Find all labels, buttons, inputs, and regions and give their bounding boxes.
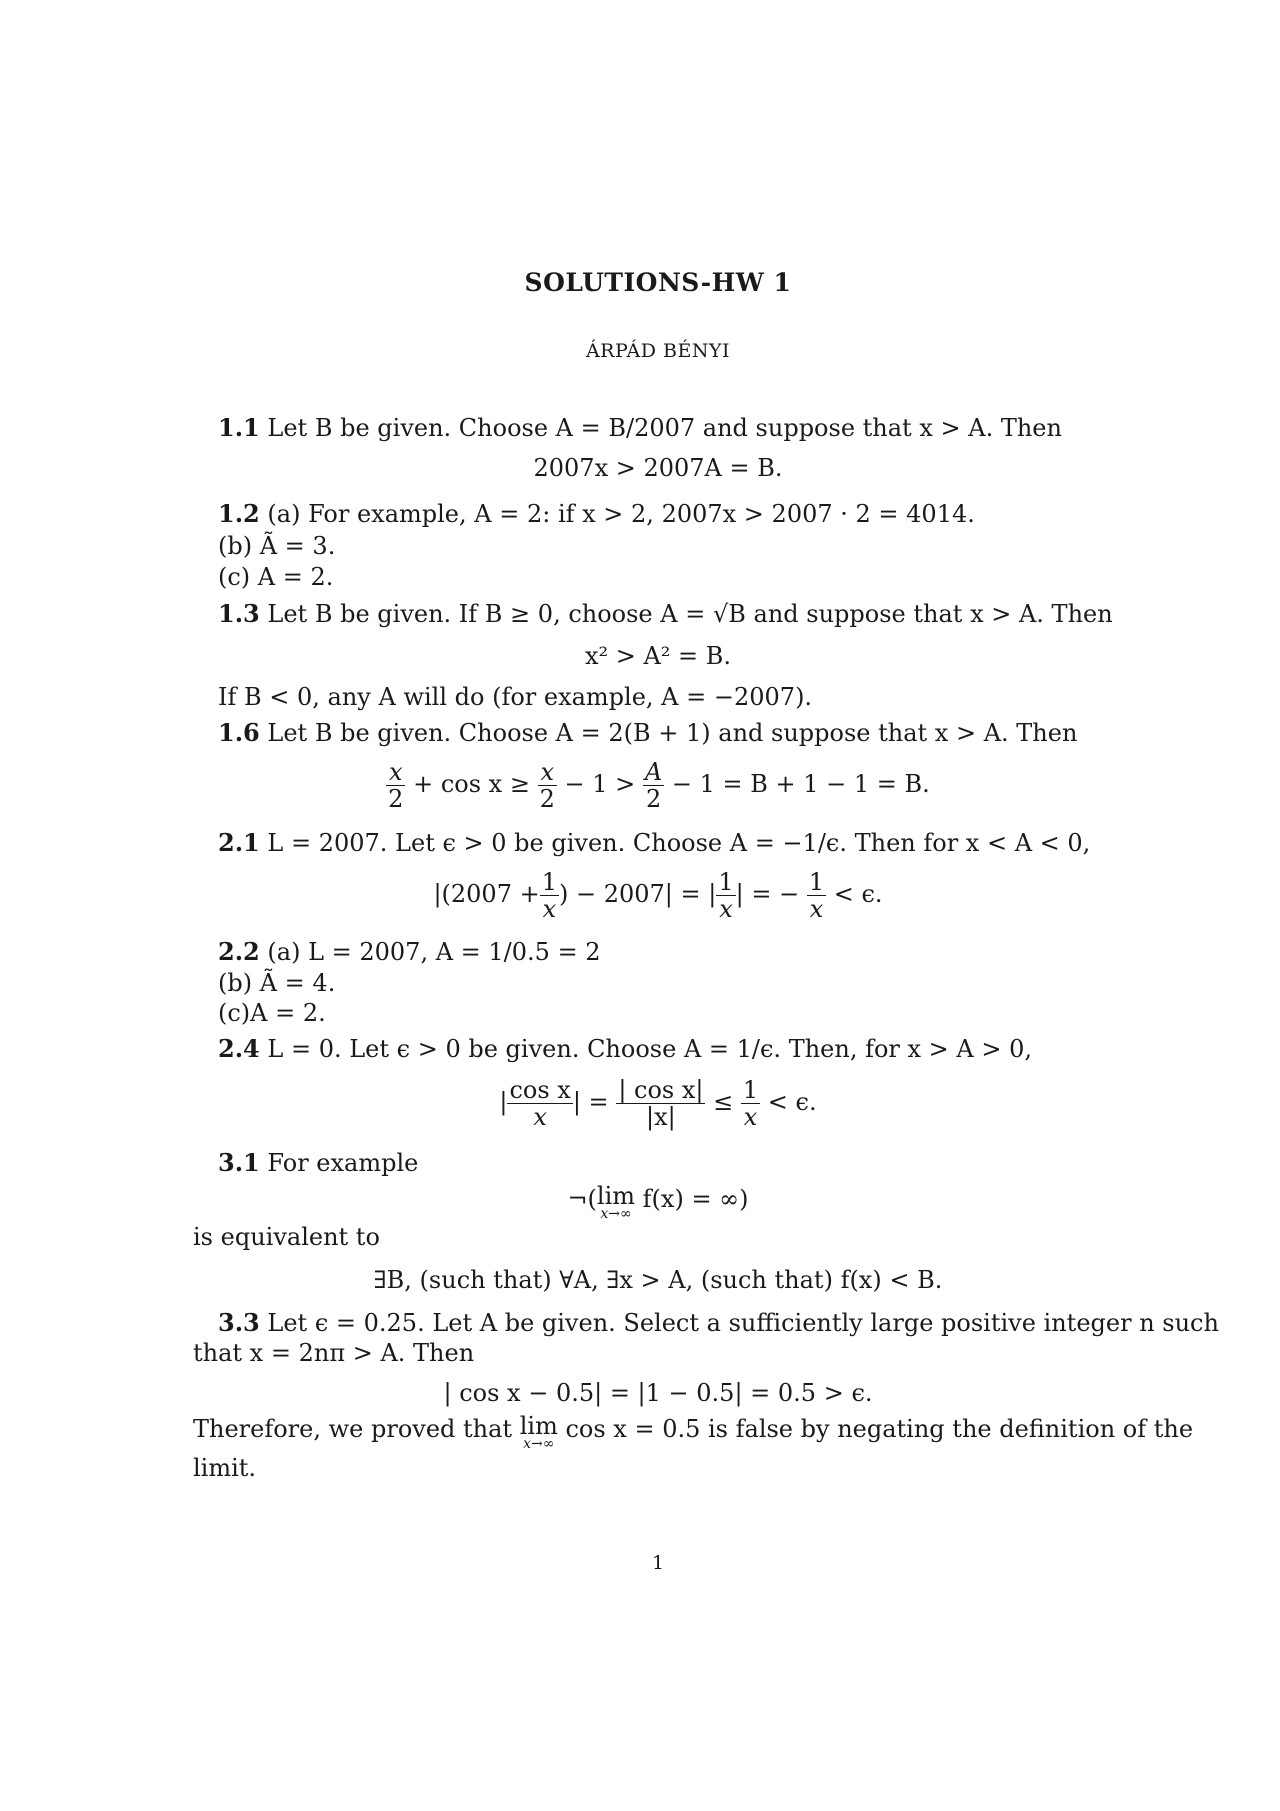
problem-text: Let B be given. If B ≥ 0, choose A = √B and suppose that x > A. Then — [267, 600, 1113, 628]
fraction: $\frac{\text{| cos x|}}{|x|}$ — [618, 1076, 704, 1131]
note-1-3: If B < 0, any A will do (for example, A = −2007). — [218, 683, 813, 711]
problem-text: L = 2007. Let ϵ > 0 be given. Choose A = −1/ϵ. Then for x < A < 0, — [267, 829, 1091, 857]
equation-1-6: $\frac{x}{2}$ + cos x ≥ $\frac{x}{2}$ − 1 > $\frac{A}{2}$ − 1 = B + 1 − 1 = B. — [388, 758, 930, 813]
fraction: $\frac{1}{x}$ — [742, 1076, 759, 1131]
equation-3-1: ¬(lim x→∞ f(x) = ∞) — [567, 1182, 749, 1222]
equation-2-1: |(2007 + $\frac{1}{x}$ ) − 2007| = | $\frac{1}{x}$ | = − $\frac{1}{x}$ < ϵ. — [433, 868, 883, 923]
problem-label: 1.1 — [218, 413, 260, 442]
problem-text: Let B be given. Choose A = B/2007 and suppose that x > A. Then — [267, 414, 1062, 442]
page-number: 1 — [651, 1552, 665, 1574]
part-c: (c) A = 2. — [218, 563, 334, 591]
page-title: SOLUTIONS-HW 1 — [524, 268, 792, 297]
fraction: $\frac{1}{x}$ — [718, 868, 734, 923]
problem-label: 2.1 — [218, 828, 260, 857]
problem-1-3 — [218, 599, 1113, 629]
limit: lim x→∞ — [596, 1182, 636, 1222]
problem-text: Let ϵ = 0.25. Let A be given. Select a sufficiently large positive integer n such — [267, 1309, 1219, 1337]
limit: lim x→∞ — [519, 1412, 558, 1452]
equation-3-3: | cos x − 0.5| = |1 − 0.5| = 0.5 > ϵ. — [443, 1379, 873, 1407]
problem-text: For example — [267, 1149, 419, 1177]
part-b: (b) Ã = 4. — [218, 969, 336, 997]
equivalent-statement: ∃B, (such that) ∀A, ∃x > A, (such that) f(x) < B. — [373, 1266, 943, 1294]
problem-3-1 — [218, 1148, 418, 1178]
problem-label: 3.1 — [218, 1148, 260, 1177]
problem-label: 1.3 — [218, 599, 260, 628]
problem-2-4 — [218, 1034, 1032, 1064]
problem-2-1 — [218, 828, 1090, 858]
problem-label: 3.3 — [218, 1308, 260, 1337]
fraction: $\frac{1}{x}$ — [808, 868, 825, 923]
equation-2-4: | $\frac{\text{cos x}}{x}$ | = $\frac{\text{| cos x|}}{|x|}$ ≤ $\frac{1}{x}$ < ϵ. — [499, 1076, 817, 1131]
equation-1-3: x² > A² = B. — [584, 642, 732, 670]
fraction: $\frac{\text{cos x}}{x}$ — [509, 1076, 571, 1131]
fraction: $\frac{1}{x}$ — [541, 868, 557, 923]
fraction: $\frac{x}{2}$ — [539, 758, 555, 813]
equation-1-1: 2007x > 2007A = B. — [533, 454, 783, 482]
problem-1-1 — [218, 413, 1062, 443]
problem-1-2 — [218, 499, 975, 529]
problem-text: Let B be given. Choose A = 2(B + 1) and suppose that x > A. Then — [267, 719, 1078, 747]
problem-label: 2.2 — [218, 937, 260, 966]
problem-label: 2.4 — [218, 1034, 260, 1063]
problem-text-cont: that x = 2nπ > A. Then — [193, 1339, 475, 1367]
conclusion-end: limit. — [193, 1454, 257, 1482]
problem-label: 1.2 — [218, 499, 260, 528]
problem-1-6 — [218, 718, 1077, 748]
author: ÁRPÁD BÉNYI — [585, 340, 731, 362]
part-b: (b) Ã = 3. — [218, 532, 336, 560]
problem-label: 1.6 — [218, 718, 260, 747]
part-a: (a) For example, A = 2: if x > 2, 2007x > 2007 · 2 = 4014. — [267, 500, 975, 528]
part-c: (c)A = 2. — [218, 999, 326, 1027]
part-a: (a) L = 2007, A = 1/0.5 = 2 — [267, 938, 601, 966]
problem-3-3 — [218, 1308, 1219, 1338]
fraction: $\frac{A}{2}$ — [644, 758, 663, 813]
fraction: $\frac{x}{2}$ — [388, 758, 404, 813]
problem-2-2 — [218, 937, 601, 967]
conclusion: Therefore, we proved that lim x→∞ cos x = 0.5 is false by negating the definition of the — [193, 1412, 1194, 1452]
problem-text: L = 0. Let ϵ > 0 be given. Choose A = 1/ϵ. Then, for x > A > 0, — [267, 1035, 1033, 1063]
equivalent-text: is equivalent to — [193, 1223, 380, 1251]
